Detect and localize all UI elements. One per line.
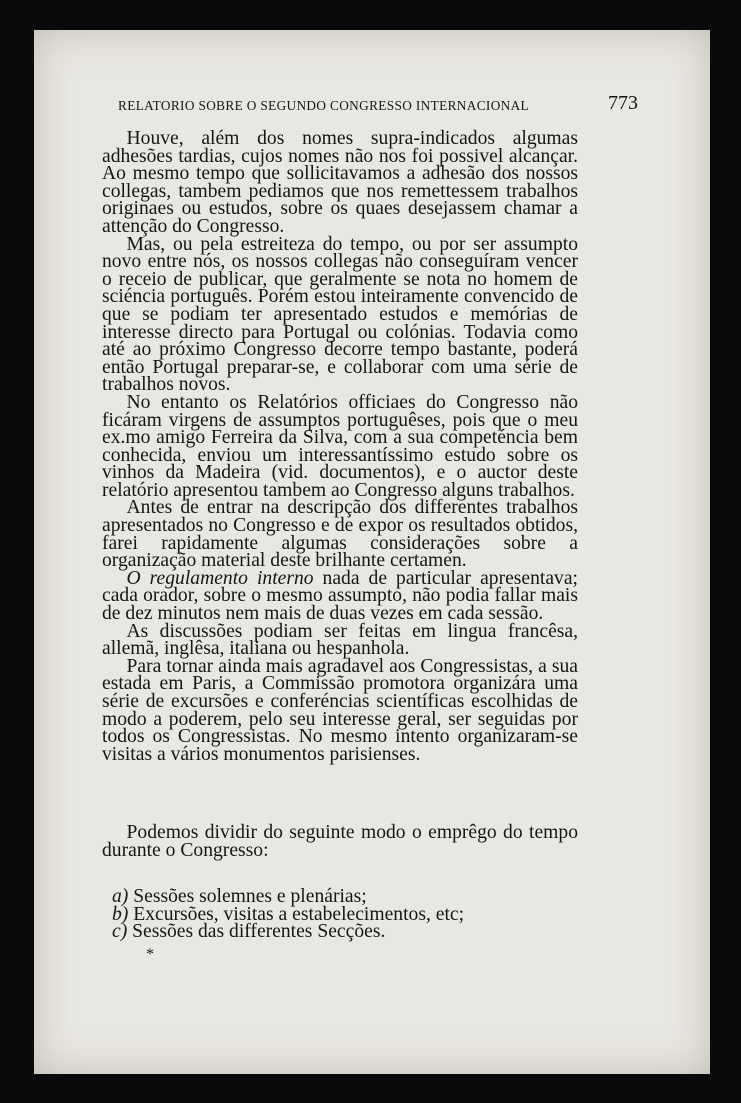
list-marker: c) bbox=[112, 921, 128, 943]
body-text bbox=[102, 130, 578, 763]
paragraph: As discussões podiam ser feitas em lingua francêsa, allemã, inglêsa, italiana ou hespanhola. bbox=[102, 620, 578, 660]
scanned-page bbox=[34, 30, 710, 1074]
intro-paragraph bbox=[102, 824, 578, 859]
paragraph: Para tornar ainda mais agradavel aos Congressistas, a sua estada em Paris, a Commissão promotora organizára uma série de excursões e conferéncias scientíficas escolhidas de modo a poderem, pelo seu interesse geral, ser seguidas por todos os Congressistas. No mesmo intento organizaram-se visitas a vários monumentos parisienses. bbox=[102, 655, 578, 765]
list-marker: a) bbox=[112, 886, 129, 907]
list-item bbox=[112, 923, 552, 941]
paragraph: No entanto os Relatórios officiaes do Congresso não ficáram virgens de assumptos portuguêses, pois que o meu ex.mo amigo Ferreira da Silva, com a sua competéncia bem conhecida, enviou um interessantíssimo estudo sobre os vinhos da Madeira (vid. documentos), e o auctor deste relatório apresentou tambem ao Congresso alguns trabalhos. bbox=[102, 391, 578, 501]
list-text: Excursões, visitas a estabelecimentos, etc; bbox=[133, 903, 465, 925]
header-title: RELATORIO SOBRE O SEGUNDO CONGRESSO INTERNACIONAL bbox=[118, 98, 530, 113]
regulamento-text: nada de particular apresentava; cada orador, sobre o mesmo assumpto, não podia fallar mais de dez minutos nem mais de duas vezes em cada sessão. bbox=[102, 567, 578, 625]
list-text: Sessões das differentes Secções. bbox=[132, 921, 386, 943]
regulamento-emphasis: O regulamento interno bbox=[126, 567, 314, 589]
asterisk-mark: * bbox=[146, 946, 154, 963]
time-division-list bbox=[112, 888, 552, 941]
intro-text: Podemos dividir do seguinte modo o emprêgo do tempo durante o Congresso: bbox=[102, 822, 578, 861]
running-header bbox=[118, 92, 638, 118]
page-number: 773 bbox=[608, 92, 638, 114]
list-text: Sessões solemnes e plenárias; bbox=[133, 886, 367, 907]
paragraph: Mas, ou pela estreiteza do tempo, ou por ser assumpto novo entre nós, os nossos collegas não conseguíram vencer o receio de publicar, que geralmente se nota no homem de sciéncia português. Porém estou inteiramente convencido de que se podiam ter apresentado estudos e memórias de interesse directo para Portugal ou colónias. Todavia como até ao próximo Congresso decorre tempo bastante, poderá então Portugal preparar-se, e collaborar com uma série de trabalhos novos. bbox=[102, 233, 578, 396]
paragraph-regulamento bbox=[102, 567, 578, 625]
paragraph: Houve, além dos nomes supra-indicados algumas adhesões tardias, cujos nomes não nos foi possivel alcançar. Ao mesmo tempo que sollicitavamos a adhesão dos nossos collegas, tambem pediamos que nos remettessem trabalhos originaes ou estudos, sobre os quaes desejassem chamar a attenção do Congresso. bbox=[102, 128, 578, 237]
list-marker: b) bbox=[112, 903, 129, 925]
paragraph: Antes de entrar na descripção dos differentes trabalhos apresentados no Congresso e de expor os resultados obtidos, farei rapidamente algumas considerações sobre a organização material deste brilhante certamen. bbox=[102, 497, 578, 572]
